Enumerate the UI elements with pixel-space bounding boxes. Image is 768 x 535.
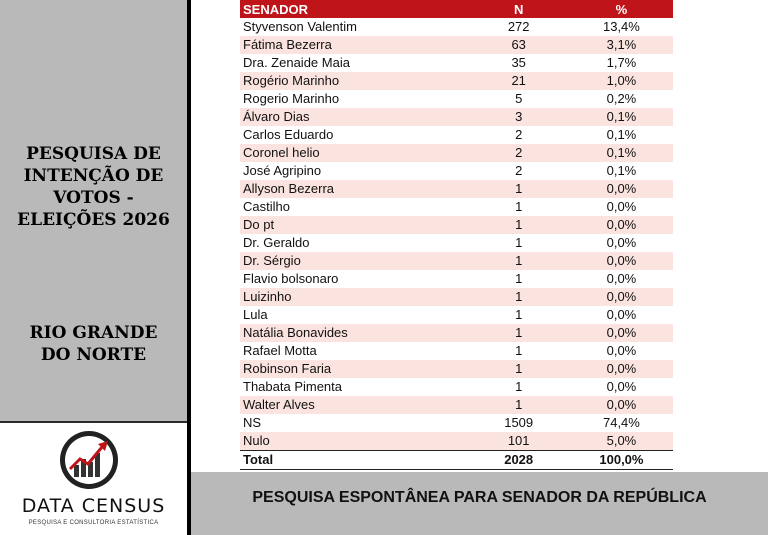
candidate-name: Álvaro Dias: [240, 108, 468, 126]
candidate-name: Fátima Bezerra: [240, 36, 468, 54]
vote-percent: 0,0%: [570, 234, 673, 252]
table-row: [240, 360, 673, 378]
table-row: [240, 234, 673, 252]
vote-count: 63: [468, 36, 570, 54]
survey-title-line: VOTOS -: [53, 188, 134, 208]
left-panel: [0, 0, 187, 421]
total-count: 2028: [468, 451, 570, 470]
candidate-name: Carlos Eduardo: [240, 126, 468, 144]
table-row: [240, 162, 673, 180]
vote-count: 1: [468, 324, 570, 342]
table-row: [240, 414, 673, 432]
vote-percent: 0,1%: [570, 144, 673, 162]
vote-count: 1: [468, 342, 570, 360]
table-row: [240, 216, 673, 234]
vote-count: 1: [468, 216, 570, 234]
vote-count: 1: [468, 288, 570, 306]
table-row: [240, 306, 673, 324]
candidate-name: Walter Alves: [240, 396, 468, 414]
vote-percent: 0,0%: [570, 180, 673, 198]
table-body: [240, 18, 673, 470]
table-row: [240, 288, 673, 306]
survey-title: [0, 143, 187, 231]
vote-percent: 0,0%: [570, 270, 673, 288]
vote-percent: 0,0%: [570, 324, 673, 342]
candidate-name: Natália Bonavides: [240, 324, 468, 342]
vote-count: 35: [468, 54, 570, 72]
candidate-name: Castilho: [240, 198, 468, 216]
table-row: [240, 252, 673, 270]
table-row: [240, 342, 673, 360]
vote-count: 1: [468, 378, 570, 396]
vote-percent: 0,0%: [570, 288, 673, 306]
vote-percent: 1,7%: [570, 54, 673, 72]
candidate-name: Rogerio Marinho: [240, 90, 468, 108]
table-row: [240, 36, 673, 54]
vote-count: 1: [468, 234, 570, 252]
vote-percent: 0,0%: [570, 342, 673, 360]
vote-count: 2: [468, 144, 570, 162]
table-row: [240, 108, 673, 126]
vote-count: 1: [468, 180, 570, 198]
candidate-name: Luizinho: [240, 288, 468, 306]
vote-percent: 1,0%: [570, 72, 673, 90]
table-row: [240, 396, 673, 414]
results-panel: [191, 0, 768, 472]
vote-count: 1: [468, 252, 570, 270]
vote-count: 1: [468, 396, 570, 414]
vote-percent: 0,0%: [570, 360, 673, 378]
candidate-name: Do pt: [240, 216, 468, 234]
table-row: [240, 432, 673, 451]
candidate-name: Flavio bolsonaro: [240, 270, 468, 288]
survey-title-line: PESQUISA DE: [26, 144, 161, 164]
table-row: [240, 18, 673, 36]
vote-percent: 0,0%: [570, 396, 673, 414]
region-title-line: DO NORTE: [40, 345, 147, 365]
table-row: [240, 180, 673, 198]
region-title: [0, 322, 187, 366]
candidate-name: NS: [240, 414, 468, 432]
table-row: [240, 126, 673, 144]
header-senador: SENADOR: [240, 0, 468, 18]
candidate-name: Dr. Sérgio: [240, 252, 468, 270]
table-row: [240, 324, 673, 342]
candidate-name: Lula: [240, 306, 468, 324]
vote-count: 1: [468, 270, 570, 288]
census-chart-logo-icon: [58, 429, 120, 491]
candidate-name: Rogério Marinho: [240, 72, 468, 90]
vote-percent: 0,2%: [570, 90, 673, 108]
vote-percent: 0,0%: [570, 378, 673, 396]
table-row: [240, 144, 673, 162]
vote-percent: 0,1%: [570, 162, 673, 180]
candidate-name: Thabata Pimenta: [240, 378, 468, 396]
survey-title-line: ELEIÇÕES 2026: [17, 210, 170, 230]
total-label: Total: [240, 451, 468, 470]
total-percent: 100,0%: [570, 451, 673, 470]
results-table: [240, 0, 673, 470]
header-pct: %: [570, 0, 673, 18]
vote-count: 1509: [468, 414, 570, 432]
vote-percent: 13,4%: [570, 18, 673, 36]
candidate-name: Dra. Zenaide Maia: [240, 54, 468, 72]
logo-tagline: PESQUISA E CONSULTORIA ESTATÍSTICA: [28, 520, 159, 526]
vote-count: 1: [468, 360, 570, 378]
logo-area: [0, 421, 187, 535]
table-row: [240, 378, 673, 396]
candidate-name: Robinson Faria: [240, 360, 468, 378]
candidate-name: Nulo: [240, 432, 468, 451]
logo-name: DATA CENSUS: [21, 495, 166, 517]
vote-count: 2: [468, 126, 570, 144]
total-row: [240, 451, 673, 470]
vote-percent: 0,0%: [570, 306, 673, 324]
table-row: [240, 72, 673, 90]
vote-count: 101: [468, 432, 570, 451]
candidate-name: Coronel helio: [240, 144, 468, 162]
header-n: N: [468, 0, 570, 18]
vote-percent: 0,0%: [570, 252, 673, 270]
candidate-name: Allyson Bezerra: [240, 180, 468, 198]
footer-caption: PESQUISA ESPONTÂNEA PARA SENADOR DA REPÚBLICA: [252, 489, 707, 506]
vote-count: 1: [468, 198, 570, 216]
table-row: [240, 198, 673, 216]
vote-count: 1: [468, 306, 570, 324]
vote-percent: 5,0%: [570, 432, 673, 451]
candidate-name: José Agripino: [240, 162, 468, 180]
vote-percent: 0,0%: [570, 198, 673, 216]
footer-bar: [191, 472, 768, 535]
region-title-line: RIO GRANDE: [29, 323, 158, 343]
results-table-wrap: [240, 0, 673, 470]
vote-count: 2: [468, 162, 570, 180]
survey-title-line: INTENÇÃO DE: [23, 166, 164, 186]
table-row: [240, 90, 673, 108]
table-row: [240, 270, 673, 288]
vote-count: 21: [468, 72, 570, 90]
candidate-name: Rafael Motta: [240, 342, 468, 360]
vote-count: 3: [468, 108, 570, 126]
vote-percent: 0,1%: [570, 108, 673, 126]
table-row: [240, 54, 673, 72]
candidate-name: Dr. Geraldo: [240, 234, 468, 252]
vote-percent: 74,4%: [570, 414, 673, 432]
table-header-row: [240, 0, 673, 18]
candidate-name: Styvenson Valentim: [240, 18, 468, 36]
vote-count: 5: [468, 90, 570, 108]
vote-percent: 0,0%: [570, 216, 673, 234]
vote-percent: 3,1%: [570, 36, 673, 54]
vote-count: 272: [468, 18, 570, 36]
vote-percent: 0,1%: [570, 126, 673, 144]
